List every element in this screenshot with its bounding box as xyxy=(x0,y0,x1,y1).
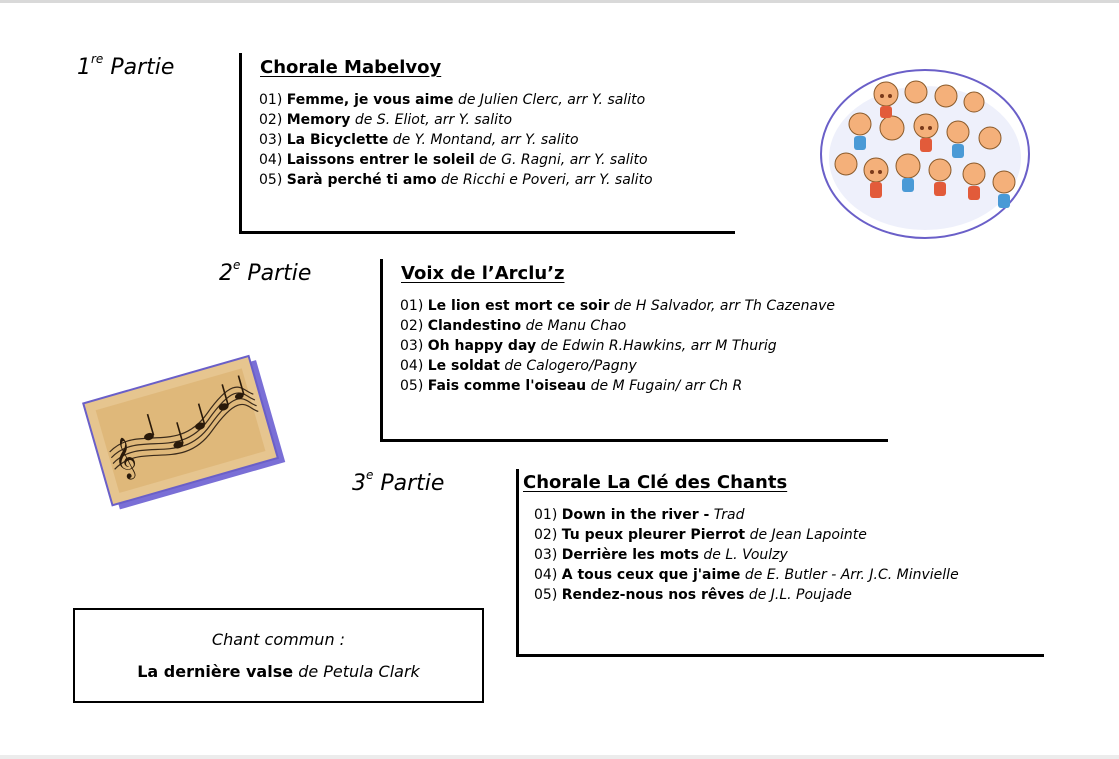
part-2-section xyxy=(380,259,888,442)
part-2-song-list xyxy=(400,296,835,396)
song-item: 03) Derrière les mots de L. Voulzy xyxy=(534,547,788,563)
part-3-section xyxy=(516,469,1044,657)
song-item: 01) Down in the river - Trad xyxy=(534,507,745,523)
song-item: 02) Clandestino de Manu Chao xyxy=(400,318,627,334)
common-song-label: Chant commun : xyxy=(211,630,346,649)
part-1-label: 1re Partie xyxy=(77,52,175,80)
part-1-left-border xyxy=(239,53,242,234)
common-song: La dernière valse de Petula Clark xyxy=(137,662,420,681)
part-2-label: 2e Partie xyxy=(219,258,312,286)
part-3-bottom-border xyxy=(516,654,1044,657)
singing-children-icon xyxy=(818,66,1032,242)
part-1-bottom-border xyxy=(239,231,735,234)
song-item: 04) Le soldat de Calogero/Pagny xyxy=(400,358,637,374)
music-score-icon xyxy=(72,350,288,522)
song-item: 03) La Bicyclette de Y. Montand, arr Y. salito xyxy=(259,132,579,148)
song-item: 02) Memory de S. Eliot, arr Y. salito xyxy=(259,112,513,128)
part-2-choir-title: Voix de l’Arclu’z xyxy=(401,263,565,284)
common-song-box xyxy=(73,608,484,703)
song-item: 01) Le lion est mort ce soir de H Salvador, arr Th Cazenave xyxy=(400,298,835,314)
svg-text:𝄞: 𝄞 xyxy=(108,435,141,482)
song-item: 05) Sarà perché ti amo de Ricchi e Poveri, arr Y. salito xyxy=(259,172,653,188)
song-item: 05) Rendez-nous nos rêves de J.L. Poujade xyxy=(534,587,852,603)
top-edge xyxy=(0,0,1119,3)
part-1-song-list xyxy=(259,90,653,190)
part-3-choir-title: Chorale La Clé des Chants xyxy=(523,472,788,493)
part-3-left-border xyxy=(516,469,519,657)
song-item: 04) Laissons entrer le soleil de G. Ragni, arr Y. salito xyxy=(259,152,648,168)
song-item: 01) Femme, je vous aime de Julien Clerc, arr Y. salito xyxy=(259,92,646,108)
part-1-section xyxy=(239,53,735,234)
song-item: 04) A tous ceux que j'aime de E. Butler - Arr. J.C. Minvielle xyxy=(534,567,959,583)
song-item: 03) Oh happy day de Edwin R.Hawkins, arr M Thurig xyxy=(400,338,777,354)
part-1-choir-title: Chorale Mabelvoy xyxy=(260,57,442,78)
song-item: 05) Fais comme l'oiseau de M Fugain/ arr Ch R xyxy=(400,378,743,394)
part-3-label: 3e Partie xyxy=(352,468,445,496)
song-item: 02) Tu peux pleurer Pierrot de Jean Lapointe xyxy=(534,527,867,543)
part-2-left-border xyxy=(380,259,383,442)
part-3-song-list xyxy=(534,505,959,605)
bottom-edge xyxy=(0,755,1119,759)
part-2-bottom-border xyxy=(380,439,888,442)
